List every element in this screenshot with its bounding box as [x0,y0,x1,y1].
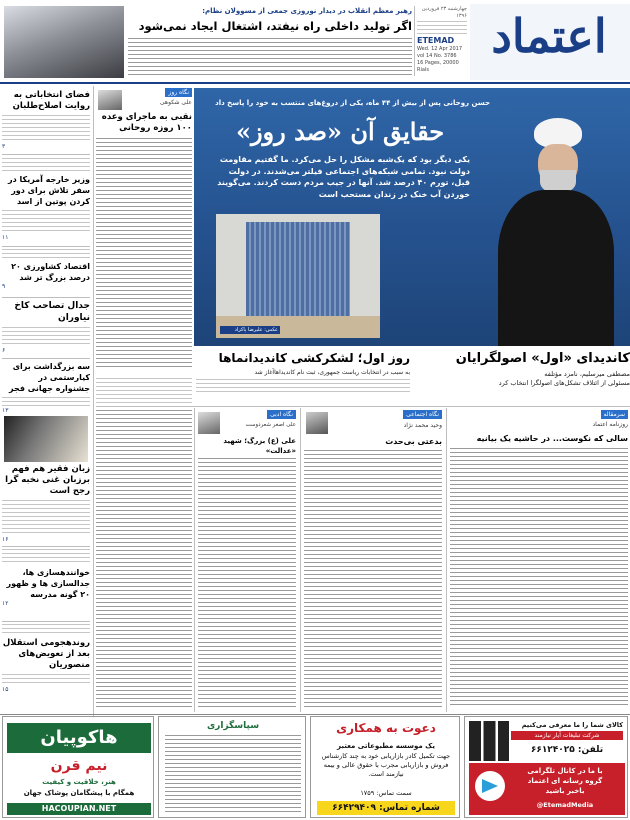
news-headline: زبان فقیر هم فهم برزبان غنی نخبه گرا رجح است [5,464,90,496]
news-item[interactable] [2,361,90,413]
writer-portrait-photo [4,416,88,462]
ad-media-sub: شرکت تبلیغات آیار نیازمند [511,731,623,740]
candidates-story[interactable] [414,350,630,406]
ad-job-line1: یک موسسه مطبوعاتی معتبر [337,742,435,750]
ad-hacoupian-url: HACOUPIAN.NET [7,803,151,815]
top-story [128,6,412,78]
president-photo [480,106,630,346]
telegram-glyph [482,779,498,793]
news-headline: روندهجومی استقلال بعد از تعویض‌های منصوریان [2,638,90,670]
ad-hacoupian-red: نیم قرن [50,758,108,774]
news-headline: وزیر خارجه آمریکا در سفر تلاش برای دور کردن پوتین از اسد [8,175,90,206]
news-item[interactable] [2,249,90,295]
news-item[interactable] [2,300,90,356]
blue-curtain [246,222,350,318]
literary-author-avatar [198,412,220,434]
news-item[interactable] [2,464,90,544]
ad-thanks[interactable] [158,716,306,818]
page-ref: ۱۶ [2,536,9,543]
ad-hacoupian[interactable] [2,716,154,818]
literary-tag: نگاه ادبی [267,410,296,419]
hero-lead: یکی دیگر بود که یک‌شبه مشکل را حل می‌کرد. ما گفتیم مقاومت دولت نبود. تمامی شبکه‌های اجتماعی فیلتر می‌شدند. در دولت قبل، تورم ۴۰ درصد شد. آنها در جیب مردم دست کردند. می‌گویند خوردن آب خنک در زندان مستحب است [217,155,470,199]
social-tag: نگاه اجتماعی [403,410,442,419]
hero-story[interactable] [194,88,630,346]
page-ref: ۱۱ [2,234,9,241]
page-ref: ۱۲ [2,600,9,607]
news-headline: خوانندهسازی ها، جدالسازی ها و ظهور ۲۰ گونه مدرسه [6,568,90,599]
page-ref: ۱۵ [2,686,9,693]
ad-job-post: سمت تماس: ۱۷۵۹ [360,789,412,797]
registration-headline: روز اول؛ لشکرکشی کاندیدانماها [218,351,410,365]
price-line: 16 Pages, 20000 Rials [417,60,459,73]
opinion-author: علی شکوهی [159,99,192,106]
date-en: Wed. 12 Apr 2017 [417,46,462,52]
literary-headline: علی (ع) بزرگ؛ شهید «عدالت» [223,437,296,455]
editorial-column[interactable] [448,408,630,712]
date-fa: چهارشنبه ۲۳ فروردین ۱۳۹۶ [421,6,467,19]
ad-media-tg3: باخبر باشید [545,787,585,795]
ad-media-tg2: گروه رسانه ای اعتماد [527,777,603,785]
ad-thanks-title: سپاسگزاری [206,721,260,731]
social-column[interactable] [302,408,444,712]
ad-hacoupian-brand: هاکوپیان [7,723,151,753]
left-news-column [0,86,92,716]
robe [498,190,614,346]
logo-block [470,4,630,80]
editorial-author: روزنامه اعتماد [592,421,628,428]
news-headline: اقتصاد کشاورزی ۲۰ درصد بزرگ تر شد [11,262,90,282]
candidates-headline: کاندیدای «اول» اصولگرایان [455,351,630,366]
masthead-meta [417,6,467,76]
registration-story[interactable] [196,350,410,406]
page-ref: ۱۳ [2,407,9,413]
hero-headline: حقایق آن «صد روز» [235,117,445,146]
social-body [304,450,442,708]
issue-line: vol 14 No. 3786 [417,53,457,59]
candidates-sub: مصطفی میرسلیم، نامزد مؤتلفه [544,370,630,378]
top-story-body [128,38,412,78]
ad-media[interactable] [464,716,628,818]
opinion-continuation [96,378,192,406]
literary-author: علی اصغر شعردوست [245,422,296,428]
registration-lead: به سبب در انتخابات ریاست جمهوری، ثبت نام کاندیداهاآغاز شد [254,369,410,376]
page-ref: ۳ [2,143,6,150]
page-ref: ۶ [2,347,6,354]
author-avatar [98,90,122,110]
editorial-headline: سالی که نکوست... در حاشیه یک بیانیه [476,434,628,443]
hero-kicker: حسن روحانی پس از بیش از ۴۴ ماه، یکی از دروغ‌های منتسب به خود را پاسخ داد [215,99,490,107]
figures-illustration [469,721,509,761]
news-headline: سه بزرگداشت برای کیارستمی در جشنواره جهانی فجر [9,362,90,393]
opinion-headline: نقبی به ماجرای وعده ۱۰۰ روزه روحانی [101,112,192,133]
ad-media-tg1: با ما در کانال تلگرامی [527,767,603,775]
ad-media-phone: تلفن: ۶۶۱۲۴۰۲۵ [530,745,604,755]
opinion-lower-body [96,410,192,710]
news-headline: فضای انتخاباتی به روایت اصلاح‌طلبان [12,90,90,111]
ad-job-phone: شماره تماس: ۶۶۴۲۹۴۰۹ [317,801,455,815]
masthead [0,0,630,80]
news-item[interactable] [2,90,90,150]
news-headline: جدال تصاحب کاخ نیاوران [14,301,90,323]
ad-job[interactable] [310,716,460,818]
top-story-kicker: رهبر معظم انقلاب در دیدار نوروزی جمعی از مسوولان نظام: [202,7,412,15]
social-author-avatar [306,412,328,434]
page-ref: ۹ [2,283,6,290]
opinion-column [96,86,192,376]
ad-job-title: دعوت به همکاری [336,721,436,735]
telegram-box[interactable] [469,763,625,815]
candidates-sub2: مسئولی از ائتلاف تشکل‌های اصولگرا انتخاب کرد [498,379,630,387]
ad-job-line2: جهت تکمیل کادر بازاریابی خود به چند کارشناس فروش و بازاریابی مجرب با حقوق عالی و بیمه نیازمند است. [321,752,451,778]
ad-hacoupian-line2: همگام با پیشگامان پوشاک جهان [23,789,135,797]
editorial-body [450,448,628,708]
top-story-headline: اگر تولید داخلی راه نیفتد، اشتغال ایجاد نمی‌شود [138,19,412,33]
social-author: وحید محمد نژاد [403,422,442,429]
latin-name: ETEMAD [417,36,455,45]
editorial-tag: سرمقاله [601,410,628,419]
literary-column[interactable] [196,408,298,712]
news-item[interactable] [2,158,90,244]
opinion-section-tag: نگاه روز [165,88,192,97]
ad-hacoupian-line1: هنر، خلاقیت و کیفیت [42,778,116,786]
ad-media-title: کالای شما را ما معرفی می‌کنیم [521,721,623,729]
cabinet-photo [216,214,380,338]
news-item[interactable] [2,549,90,619]
photo-credit: عکس: علیرضا پاکزاد [220,326,280,334]
meta-lines [417,21,467,35]
leader-meeting-photo [4,6,124,78]
ad-media-handle: @EtemadMedia [536,801,594,809]
social-headline: بدعتی بی‌حدت [385,437,442,446]
news-item[interactable] [2,624,90,712]
newspaper-logo: اعتماد [491,9,607,63]
opinion-body [96,138,192,370]
literary-body [198,458,296,708]
ad-thanks-body [165,735,301,815]
